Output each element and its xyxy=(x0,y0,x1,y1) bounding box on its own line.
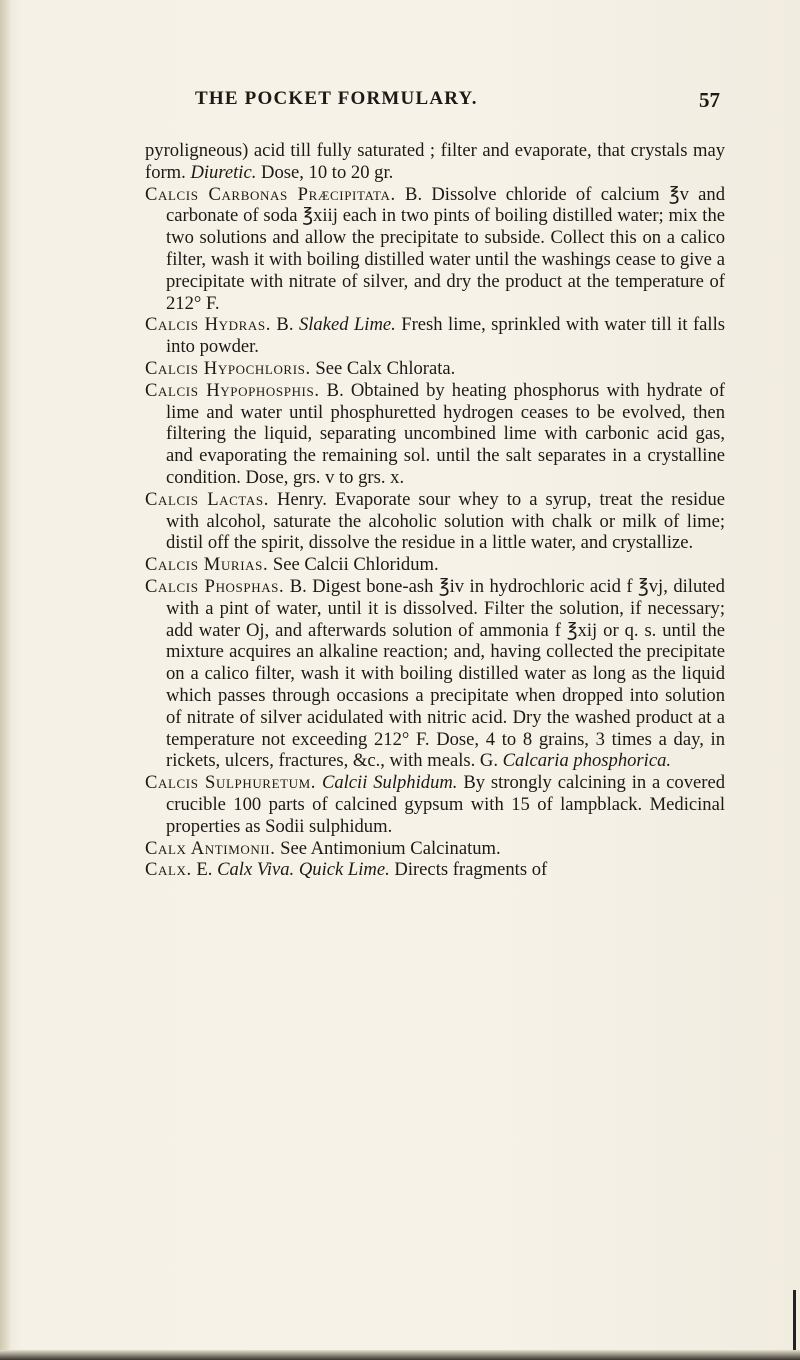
entry-heading: Calcis Carbonas Præcipitata. xyxy=(145,183,396,205)
entry-heading: Calx Antimonii. xyxy=(145,837,276,859)
entry-continuation: pyroligneous) acid till fully saturated ; filter and evaporate, that crystals may form. Diuretic. Dose, 10 to 20 gr. xyxy=(145,140,725,183)
formulary-body xyxy=(145,140,725,881)
page-edge-mark xyxy=(793,1290,796,1350)
entry-calcis-sulphuretum: Calcis Sulphuretum. Calcii Sulphidum. By strongly calcining in a covered crucible 100 parts of calcined gypsum with 15 of lampblack. Medicinal properties as Sodii sulphidum. xyxy=(145,772,725,837)
entry-calcis-phosphas: Calcis Phosphas. B. Digest bone-ash ℥iv in hydrochloric acid f ℥vj, diluted with a pint of water, until it is dissolved. Filter the solution, if necessary; add water Oj, and afterwards solution of ammonia f ℥xij or q. s. until the mixture acquires an alkaline reaction; and, having collected the precipitate on a calico filter, wash it with boiling distilled water as long as the liquid which passes through occasions a precipitate when dropped into solution of nitrate of silver acidulated with nitric acid. Dry the washed product at a temperature not exceeding 212° F. Dose, 4 to 8 grains, 3 times a day, in rickets, ulcers, fractures, &c., with meals. G. Calcaria phosphorica. xyxy=(145,575,725,772)
entry-calx: Calx. E. Calx Viva. Quick Lime. Directs fragments of xyxy=(145,859,548,881)
entry-heading: Calcis Murias. xyxy=(145,554,269,576)
page-number: 57 xyxy=(699,88,720,112)
page-header xyxy=(145,88,720,118)
entry-calx-antimonii: Calx Antimonii. See Antimonium Calcinatum. xyxy=(145,837,501,859)
entry-heading: Calcis Sulphuretum. xyxy=(145,772,317,794)
entry-calcis-lactas: Calcis Lactas. Henry. Evaporate sour whey to a syrup, treat the residue with alcohol, saturate the alcoholic solution with chalk or milk of lime; distil off the spirit, dissolve the residue in a little water, and crystallize. xyxy=(145,488,725,554)
entry-calcis-hydras: Calcis Hydras. B. Slaked Lime. Fresh lime, sprinkled with water till it falls into powder. xyxy=(145,314,726,358)
entry-heading: Calcis Hydras. xyxy=(145,314,271,336)
entry-calcis-hypochloris: Calcis Hypochloris. See Calx Chlorata. xyxy=(145,357,456,379)
entry-calcis-hypophosphis: Calcis Hypophosphis. B. Obtained by heating phosphorus with hydrate of lime and water until phosphuretted hydrogen ceases to be evolved, then filtering the liquid, separating uncombined lime with carbonic acid gas, and evaporating the remaining sol. until the salt separates in a crystalline condition. Dose, grs. v to grs. x. xyxy=(145,379,726,488)
page-spine-shadow xyxy=(0,0,10,1360)
entry-calcis-murias: Calcis Murias. See Calcii Chloridum. xyxy=(145,554,439,576)
entry-calcis-carbonas: Calcis Carbonas Præcipitata. B. Dissolve chloride of calcium ℥v and carbonate of soda ℥xiij each in two pints of boiling distilled water; mix the two solutions and allow the precipitate to subside. Collect this on a calico filter, wash it with boiling distilled water until the washings cease to give a precipitate with nitrate of silver, and dry the product at the temperature of 212° F. xyxy=(145,183,725,314)
entry-heading: Calx. xyxy=(145,859,192,881)
entry-heading: Calcis Hypochloris. xyxy=(145,357,311,379)
page-bottom-edge xyxy=(0,1350,800,1360)
entry-heading: Calcis Hypophosphis. xyxy=(145,379,320,401)
entry-heading: Calcis Phosphas. xyxy=(145,575,285,597)
entry-heading: Calcis Lactas. xyxy=(145,488,269,510)
running-title: THE POCKET FORMULARY. xyxy=(195,88,478,109)
